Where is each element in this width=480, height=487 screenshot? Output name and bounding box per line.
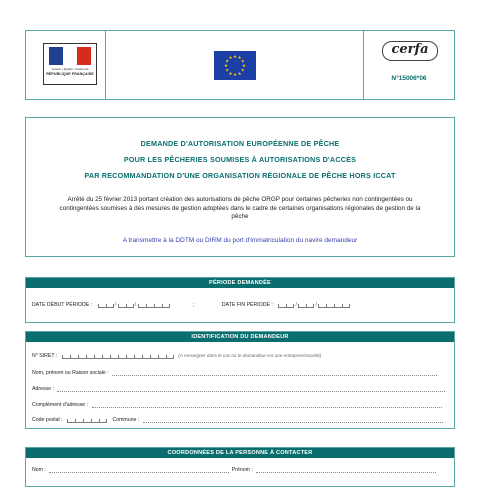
- contact-section: [25, 447, 455, 487]
- eu-star-icon: ★: [224, 58, 229, 63]
- siret-row: [32, 353, 321, 359]
- address-label: Adresse :: [32, 386, 54, 392]
- eu-star-icon: ★: [227, 54, 233, 60]
- address-complement-label: Complément d'adresse :: [32, 402, 89, 408]
- identification-section: [25, 331, 455, 429]
- eu-star-icon: ★: [241, 62, 246, 68]
- title-line-2: POUR LES PÊCHERIES SOUMISES À AUTORISATIONS D'ACCÈS: [123, 155, 357, 164]
- contact-name-row: [32, 467, 436, 473]
- eu-star-icon: ★: [240, 67, 245, 72]
- commune-field[interactable]: [143, 417, 443, 423]
- identification-heading: IDENTIFICATION DU DEMANDEUR: [26, 332, 454, 342]
- marianne-logo: [43, 43, 97, 85]
- name-field[interactable]: [112, 370, 437, 376]
- address-complement-field[interactable]: [92, 402, 442, 408]
- siret-label: N° SIRET :: [32, 353, 58, 359]
- start-date-field[interactable]: / /: [98, 302, 170, 308]
- contact-prenom-label: Prénom :: [231, 467, 253, 473]
- republic-name: RÉPUBLIQUE FRANÇAISE: [46, 72, 94, 76]
- siret-field[interactable]: [62, 353, 174, 359]
- period-separator: ;: [192, 302, 195, 308]
- eu-star-icon: ★: [224, 67, 229, 72]
- form-header: [25, 30, 455, 100]
- name-row: [32, 370, 437, 376]
- cerfa-cell: [364, 31, 454, 99]
- form-number: N°15006*06: [391, 75, 427, 82]
- title-box: [25, 117, 455, 257]
- end-date-label: DATE FIN PÉRIODE :: [221, 302, 273, 308]
- end-date-field[interactable]: / /: [278, 302, 350, 308]
- republic-motto: Liberté • Égalité • Fraternité: [51, 67, 89, 71]
- contact-prenom-field[interactable]: [256, 467, 436, 473]
- french-flag-icon: [49, 47, 91, 65]
- eu-flag-icon: [214, 51, 256, 80]
- eu-star-icon: ★: [236, 70, 242, 76]
- start-date-label: DATE DÉBUT PÉRIODE :: [32, 302, 93, 308]
- siret-note: (A renseigner dans le cas où le demandeur est une entreprise/société): [178, 353, 322, 358]
- postal-code-field[interactable]: [67, 417, 107, 423]
- postal-code-label: Code postal :: [32, 417, 63, 423]
- title-line-3: PAR RECOMMANDATION D'UNE ORGANISATION RÉGIONALE DE PÊCHE HORS ICCAT: [84, 171, 396, 180]
- republic-logo-cell: [26, 31, 106, 99]
- periode-row: [32, 302, 350, 308]
- address-field[interactable]: [57, 386, 445, 392]
- contact-nom-field[interactable]: [49, 467, 229, 473]
- commune-label: Commune :: [112, 417, 140, 423]
- title-line-1: DEMANDE D'AUTORISATION EUROPÉENNE DE PÊCHE: [140, 139, 340, 148]
- address-complement-row: [32, 402, 442, 408]
- address-row: [32, 386, 445, 392]
- decree-text: Arrêté du 25 février 2013 portant création des autorisations de pêche ORGP pour certaines pêcheries non contingentées ou contingentées soumises à des mesures de gestion adoptées dans le cadre de certaines organisations régionales de gestion de la pêche: [59, 196, 421, 220]
- transmit-instruction: A transmettre à la DDTM ou DIRM du port d'immatriculation du navire demandeur: [122, 237, 358, 244]
- periode-section: [25, 277, 455, 323]
- contact-nom-label: Nom :: [32, 467, 46, 473]
- eu-star-icon: ★: [236, 54, 242, 60]
- eu-star-icon: ★: [232, 71, 237, 77]
- eu-logo-cell: [106, 31, 364, 99]
- eu-star-icon: ★: [223, 62, 228, 68]
- name-label: Nom, prénom ou Raison sociale :: [32, 370, 109, 376]
- postal-row: [32, 417, 443, 423]
- eu-stars-icon: [214, 51, 256, 80]
- contact-heading: COORDONNÉES DE LA PERSONNE À CONTACTER: [26, 448, 454, 458]
- cerfa-logo: cerfa: [382, 41, 438, 61]
- eu-star-icon: ★: [227, 70, 233, 76]
- periode-heading: PÉRIODE DEMANDÉE: [26, 278, 454, 288]
- eu-star-icon: ★: [240, 58, 245, 63]
- eu-star-icon: ★: [232, 53, 237, 59]
